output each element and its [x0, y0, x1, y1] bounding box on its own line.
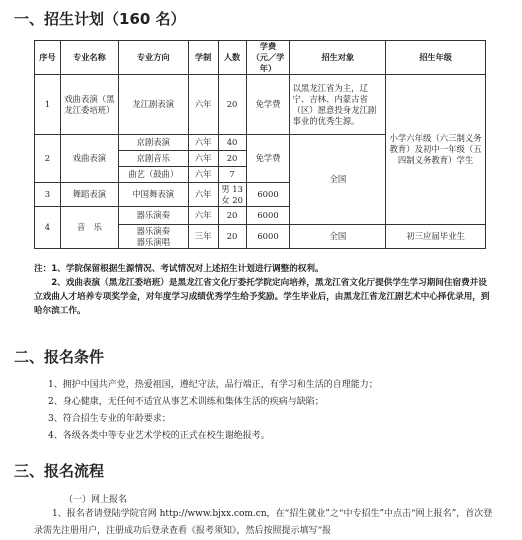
cell-years: 六年 — [188, 207, 218, 225]
cell-target: 全国 — [290, 135, 386, 225]
header-cell: 序号 — [35, 41, 61, 75]
cell-major: 音 乐 — [60, 207, 118, 249]
cell-direction: 器乐演奏 — [118, 207, 188, 225]
cell-no: 1 — [35, 75, 61, 135]
header-cell: 学制 — [188, 41, 218, 75]
condition-item: 4、各级各类中等专业艺术学校的正式在校生谢绝报考。 — [48, 431, 270, 441]
cell-fee: 6000 — [246, 183, 290, 207]
note-2: 2、戏曲表演（黑龙江委培班）是黑龙江省文化厅委托学院定向培养，黑龙江省文化厅提供学生学习期间住宿费并设立戏曲人才培养专项奖学金，对年度学习成绩优秀学生给予奖励。学生毕业后，由黑龙江省龙江剧艺术中心择优录用，到哈尔滨工作。 — [34, 278, 490, 316]
condition-item: 2、身心健康，无任何不适宜从事艺术训练和集体生活的疾病与缺陷； — [48, 397, 324, 407]
condition-item: 3、符合招生专业的年龄要求； — [48, 414, 171, 424]
cell-direction: 京剧表演 — [118, 135, 188, 151]
header-cell: 招生对象 — [290, 41, 386, 75]
note-1: 注：1、学院保留根据生源情况、考试情况对上述招生计划进行调整的权利。 — [34, 264, 324, 274]
header-cell: 学费 （元／学年） — [246, 41, 290, 75]
cell-direction: 京剧音乐 — [118, 151, 188, 167]
cell-years: 六年 — [188, 151, 218, 167]
header-cell: 招生年级 — [386, 41, 486, 75]
cell-years: 六年 — [188, 167, 218, 183]
cell-count: 20 — [218, 225, 246, 249]
enrollment-plan-table — [34, 40, 486, 249]
subsection-online: （一）网上报名 — [64, 495, 128, 505]
cell-count: 7 — [218, 167, 246, 183]
header-cell: 人数 — [218, 41, 246, 75]
condition-item: 1、拥护中国共产党，热爱祖国，遵纪守法，品行端正，有学习和生活的自理能力； — [48, 380, 378, 390]
table-row — [35, 75, 486, 135]
cell-years: 六年 — [188, 183, 218, 207]
cell-count: 20 — [218, 151, 246, 167]
cell-direction: 曲艺（鼓曲） — [118, 167, 188, 183]
process-paragraph: 1、报名者请登陆学院官网 http://www.bjxx.com.cn，在“招生就业”之“中专招生”中点击“网上报名”，首次登录需先注册用户，注册成功后登录查看《报考须知》，然后按照提示填写“报 — [34, 509, 493, 536]
cell-count: 40 — [218, 135, 246, 151]
header-cell: 专业方向 — [118, 41, 188, 75]
section-title-process: 三、报名流程 — [14, 462, 105, 480]
cell-target: 全国 — [290, 225, 386, 249]
cell-direction: 器乐演奏 器乐演唱 — [118, 225, 188, 249]
cell-years: 六年 — [188, 135, 218, 151]
cell-major: 戏曲表演（黑龙江委培班） — [60, 75, 118, 135]
cell-major: 戏曲表演 — [60, 135, 118, 183]
cell-no: 3 — [35, 183, 61, 207]
header-cell: 专业名称 — [60, 41, 118, 75]
cell-direction: 中国舞表演 — [118, 183, 188, 207]
cell-target: 以黑龙江省为主，辽宁、吉林、内蒙古省（区）愿意投身龙江剧事业的优秀生源。 — [290, 75, 386, 135]
cell-fee: 免学费 — [246, 75, 290, 135]
cell-count: 20 — [218, 75, 246, 135]
cell-direction: 龙江剧表演 — [118, 75, 188, 135]
cell-count: 男 13 女 20 — [218, 183, 246, 207]
cell-no: 4 — [35, 207, 61, 249]
cell-years: 六年 — [188, 75, 218, 135]
notes — [34, 262, 494, 318]
cell-fee: 6000 — [246, 225, 290, 249]
table-header-row — [35, 41, 486, 75]
section-title-conditions: 二、报名条件 — [14, 348, 105, 366]
cell-major: 舞蹈表演 — [60, 183, 118, 207]
cell-years: 三年 — [188, 225, 218, 249]
cell-grade: 小学六年级（六三制义务教育）及初中一年级（五四制义务教育）学生 — [386, 75, 486, 225]
section-title-plan: 一、招生计划（160 名） — [14, 10, 186, 28]
conditions-list — [48, 378, 378, 446]
cell-count: 20 — [218, 207, 246, 225]
cell-grade: 初三应届毕业生 — [386, 225, 486, 249]
cell-fee: 免学费 — [246, 135, 290, 183]
cell-fee: 6000 — [246, 207, 290, 225]
cell-no: 2 — [35, 135, 61, 183]
